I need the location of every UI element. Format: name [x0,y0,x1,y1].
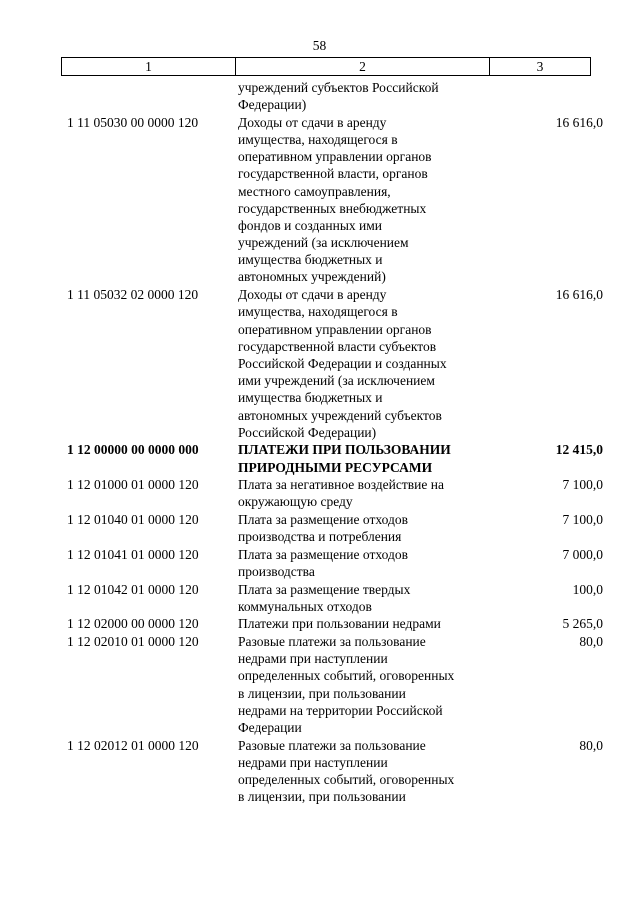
income-name-line: Плата за размещение твердых [238,581,411,597]
income-name-line: государственных внебюджетных [238,200,427,216]
income-name-line: Плата за размещение отходов [238,512,408,527]
income-name [238,615,488,632]
budget-code: 1 12 01040 01 0000 120 [67,512,199,527]
income-name-line: производства и потребления [238,529,402,545]
budget-code: 1 12 02012 01 0000 120 [67,737,199,753]
income-name-line: Федерации) [238,97,307,113]
income-name-line: Платежи при пользовании недрами [238,616,441,632]
budget-code: 1 12 01000 01 0000 120 [67,477,199,493]
amount-value: 16 616,0 [555,287,603,303]
income-name-line: ПРИРОДНЫМИ РЕСУРСАМИ [238,459,433,475]
income-name-line: недрами при наступлении [238,754,388,770]
income-name-line: государственной власти субъектов [238,338,437,354]
income-name [238,633,488,736]
amount-value: 5 265,0 [562,616,603,632]
income-name-line: имущества, находящегося в [238,304,398,320]
column-header-3: 3 [536,58,544,74]
amount-value: 80,0 [579,634,603,649]
column-header-2: 2 [236,58,490,75]
amount-value [490,79,603,96]
table-header-row [61,57,591,76]
budget-code [67,79,232,96]
amount-value: 100,0 [572,581,603,597]
income-name-line: коммунальных отходов [238,598,372,614]
income-name [238,581,488,615]
income-name-line: Плата за размещение отходов [238,546,408,562]
income-name-line: государственной власти, органов [238,166,428,182]
income-name [238,286,488,441]
income-name-line: в лицензии, при пользовании [238,789,406,805]
income-name [238,79,488,113]
amount-value: 7 000,0 [562,546,603,562]
amount-value: 16 616,0 [555,114,603,130]
income-name-line: имущества бюджетных и [238,252,383,268]
column-header-1: 1 [62,58,236,75]
income-name-line: местного самоуправления, [238,183,391,199]
income-name-line: фондов и созданных ими [238,217,383,233]
income-name [238,737,488,806]
income-name-line: Федерации [238,719,302,735]
income-name-line: производства [238,563,315,579]
income-name-line: имущества, находящегося в [238,131,398,147]
income-name [238,114,488,286]
income-name-line: ими учреждений (за исключением [238,373,435,389]
income-name-line: окружающую среду [238,494,353,510]
income-name-line: автономных учреждений) [238,269,386,285]
amount-value: 7 100,0 [562,512,603,527]
budget-code: 1 12 02010 01 0000 120 [67,634,199,649]
income-name-line: учреждений (за исключением [238,235,409,251]
income-name [238,476,488,510]
budget-code: 1 12 01042 01 0000 120 [67,581,199,597]
income-name [238,441,488,475]
income-name-line: Российской Федерации и созданных [238,355,447,371]
budget-code: 1 11 05032 02 0000 120 [67,287,199,303]
income-name-line: автономных учреждений субъектов [238,407,442,423]
income-name-line: учреждений субъектов Российской [238,80,439,95]
budget-code: 1 12 01041 01 0000 120 [67,546,199,562]
page-number: 58 [312,38,327,53]
amount-value: 7 100,0 [562,477,603,493]
income-name-line: ПЛАТЕЖИ ПРИ ПОЛЬЗОВАНИИ [238,442,451,458]
income-name [238,546,488,580]
income-name-line: оперативном управлении органов [238,321,432,337]
budget-code: 1 12 00000 00 0000 000 [67,442,199,458]
income-name [238,511,488,545]
amount-value: 80,0 [579,737,603,753]
income-name-line: определенных событий, оговоренных [238,771,455,787]
income-name-line: имущества бюджетных и [238,390,383,406]
income-name-line: Доходы от сдачи в аренду [238,114,387,130]
income-name-line: Разовые платежи за пользование [238,634,426,649]
income-name-line: оперативном управлении органов [238,149,432,165]
income-name-line: недрами при наступлении [238,651,388,667]
budget-code: 1 12 02000 00 0000 120 [67,616,199,632]
income-name-line: Разовые платежи за пользование [238,737,426,753]
income-name-line: определенных событий, оговоренных [238,668,455,684]
income-name-line: Российской Федерации) [238,424,377,440]
budget-code: 1 11 05030 00 0000 120 [67,114,199,130]
income-name-line: недрами на территории Российской [238,702,443,718]
income-name-line: в лицензии, при пользовании [238,685,406,701]
amount-value: 12 415,0 [555,442,603,458]
income-name-line: Плата за негативное воздействие на [238,477,444,493]
income-name-line: Доходы от сдачи в аренду [238,287,387,303]
